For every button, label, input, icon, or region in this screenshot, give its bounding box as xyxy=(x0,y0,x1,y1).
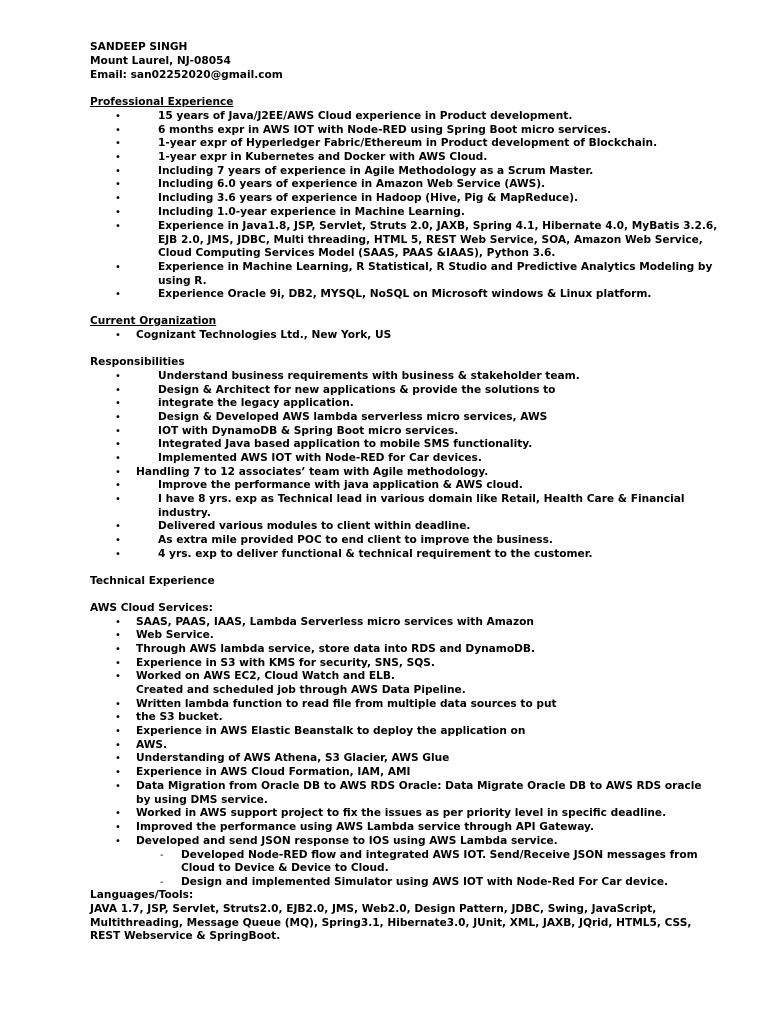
candidate-name: SANDEEP SINGH xyxy=(90,41,188,53)
languages-line: Multithreading, Message Queue (MQ), Spring3.1, Hibernate3.0, JUnit, XML, JAXB, JQrid, HTML5, CSS, xyxy=(90,917,692,929)
bullet-icon: • xyxy=(115,521,121,532)
bullet-icon: • xyxy=(115,385,121,396)
aws-service-item: SAAS, PAAS, IAAS, Lambda Serverless micro services with Amazon xyxy=(136,616,534,628)
languages-line: REST Webservice & SpringBoot. xyxy=(90,930,281,942)
aws-service-item: Created and scheduled job through AWS Data Pipeline. xyxy=(136,684,466,696)
aws-service-item: Data Migration from Oracle DB to AWS RDS Oracle: Data Migrate Oracle DB to AWS RDS oracle xyxy=(136,780,702,792)
responsibility-item: Improve the performance with java application & AWS cloud. xyxy=(158,479,523,491)
bullet-icon: • xyxy=(115,412,121,423)
bullet-icon: • xyxy=(115,658,121,669)
responsibility-item: Handling 7 to 12 associates’ team with Agile methodology. xyxy=(136,466,489,478)
languages-line: JAVA 1.7, JSP, Servlet, Struts2.0, EJB2.0, JMS, Web2.0, Design Pattern, JDBC, Swing, JavaScript, xyxy=(90,903,657,915)
bullet-icon: • xyxy=(115,726,121,737)
dash-icon: - xyxy=(160,850,164,861)
section-heading-current-organization: Current Organization xyxy=(90,315,217,327)
section-heading-responsibilities: Responsibilities xyxy=(90,356,185,368)
aws-sub-item: Developed Node-RED flow and integrated AWS IOT. Send/Receive JSON messages from xyxy=(181,849,698,861)
bullet-icon: • xyxy=(115,262,121,273)
bullet-icon: • xyxy=(115,152,121,163)
responsibility-item: Delivered various modules to client within deadline. xyxy=(158,520,471,532)
responsibility-item: Design & Developed AWS lambda serverless micro services, AWS xyxy=(158,411,548,423)
bullet-icon: • xyxy=(115,781,121,792)
bullet-icon: • xyxy=(115,398,121,409)
aws-sub-item: Cloud to Device & Device to Cloud. xyxy=(181,862,389,874)
bullet-icon: • xyxy=(115,712,121,723)
responsibility-item: IOT with DynamoDB & Spring Boot micro services. xyxy=(158,425,459,437)
responsibility-item: Integrated Java based application to mobile SMS functionality. xyxy=(158,438,533,450)
experience-item: Including 7 years of experience in Agile Methodology as a Scrum Master. xyxy=(158,165,594,177)
aws-service-item: Understanding of AWS Athena, S3 Glacier, AWS Glue xyxy=(136,752,450,764)
responsibility-item: Design & Architect for new applications & provide the solutions to xyxy=(158,384,556,396)
aws-service-item: Experience in AWS Cloud Formation, IAM, AMI xyxy=(136,766,411,778)
company-name: Cognizant Technologies Ltd., New York, US xyxy=(136,329,392,341)
bullet-icon: • xyxy=(115,138,121,149)
experience-item: Experience in Machine Learning, R Statistical, R Studio and Predictive Analytics Modeling by xyxy=(158,261,713,273)
bullet-icon: • xyxy=(115,549,121,560)
bullet-icon: • xyxy=(115,179,121,190)
bullet-icon: • xyxy=(115,221,121,232)
responsibility-item: integrate the legacy application. xyxy=(158,397,354,409)
bullet-icon: • xyxy=(115,753,121,764)
responsibility-item: industry. xyxy=(158,507,211,519)
bullet-icon: • xyxy=(115,125,121,136)
bullet-icon: • xyxy=(115,207,121,218)
bullet-icon: • xyxy=(115,699,121,710)
experience-item: Cloud Computing Services Model (SAAS, PAAS &IAAS), Python 3.6. xyxy=(158,247,556,259)
responsibility-item: As extra mile provided POC to end client to improve the business. xyxy=(158,534,553,546)
experience-item: Experience Oracle 9i, DB2, MYSQL, NoSQL on Microsoft windows & Linux platform. xyxy=(158,288,652,300)
bullet-icon: • xyxy=(115,289,121,300)
bullet-icon: • xyxy=(115,494,121,505)
bullet-icon: • xyxy=(115,836,121,847)
bullet-icon: • xyxy=(115,330,121,341)
bullet-icon: • xyxy=(115,426,121,437)
responsibility-item: I have 8 yrs. exp as Technical lead in various domain like Retail, Health Care & Financial xyxy=(158,493,685,505)
bullet-icon: • xyxy=(115,453,121,464)
experience-item: Including 3.6 years of experience in Hadoop (Hive, Pig & MapReduce). xyxy=(158,192,579,204)
aws-service-item: Through AWS lambda service, store data into RDS and DynamoDB. xyxy=(136,643,536,655)
bullet-icon: • xyxy=(115,767,121,778)
bullet-icon: • xyxy=(115,111,121,122)
aws-service-item: by using DMS service. xyxy=(136,794,268,806)
aws-cloud-services-heading: AWS Cloud Services: xyxy=(90,602,213,614)
bullet-icon: • xyxy=(115,630,121,641)
bullet-icon: • xyxy=(115,371,121,382)
bullet-icon: • xyxy=(115,193,121,204)
bullet-icon: • xyxy=(115,644,121,655)
candidate-address: Mount Laurel, NJ-08054 xyxy=(90,55,231,67)
bullet-icon: • xyxy=(115,480,121,491)
bullet-icon: • xyxy=(115,740,121,751)
aws-service-item: the S3 bucket. xyxy=(136,711,223,723)
experience-item: Including 6.0 years of experience in Amazon Web Service (AWS). xyxy=(158,178,546,190)
responsibility-item: Implemented AWS IOT with Node-RED for Car devices. xyxy=(158,452,482,464)
experience-item: Including 1.0-year experience in Machine Learning. xyxy=(158,206,465,218)
dash-icon: - xyxy=(160,877,164,888)
aws-service-item: Worked on AWS EC2, Cloud Watch and ELB. xyxy=(136,670,395,682)
bullet-icon: • xyxy=(115,671,121,682)
aws-service-item: Written lambda function to read file from multiple data sources to put xyxy=(136,698,557,710)
bullet-icon: • xyxy=(115,439,121,450)
bullet-icon: • xyxy=(115,535,121,546)
bullet-icon: • xyxy=(115,467,121,478)
bullet-icon: • xyxy=(115,822,121,833)
aws-service-item: Experience in AWS Elastic Beanstalk to deploy the application on xyxy=(136,725,526,737)
aws-service-item: Experience in S3 with KMS for security, SNS, SQS. xyxy=(136,657,435,669)
bullet-icon: • xyxy=(115,617,121,628)
aws-service-item: Worked in AWS support project to fix the issues as per priority level in specific deadline. xyxy=(136,807,667,819)
experience-item: 6 months expr in AWS IOT with Node-RED using Spring Boot micro services. xyxy=(158,124,612,136)
experience-item: Experience in Java1.8, JSP, Servlet, Struts 2.0, JAXB, Spring 4.1, Hibernate 4.0, MyBatis 3.2.6, xyxy=(158,220,718,232)
experience-item: EJB 2.0, JMS, JDBC, Multi threading, HTML 5, REST Web Service, SOA, Amazon Web Service, xyxy=(158,234,703,246)
bullet-icon: • xyxy=(115,166,121,177)
aws-service-item: Web Service. xyxy=(136,629,214,641)
aws-service-item: AWS. xyxy=(136,739,168,751)
section-heading-technical-experience: Technical Experience xyxy=(90,575,215,587)
section-heading-languages-tools: Languages/Tools: xyxy=(90,889,194,901)
experience-item: 15 years of Java/J2EE/AWS Cloud experience in Product development. xyxy=(158,110,573,122)
candidate-email: Email: san02252020@gmail.com xyxy=(90,69,283,81)
experience-item: using R. xyxy=(158,275,207,287)
experience-item: 1-year expr in Kubernetes and Docker with AWS Cloud. xyxy=(158,151,488,163)
aws-service-item: Improved the performance using AWS Lambda service through API Gateway. xyxy=(136,821,594,833)
experience-item: 1-year expr of Hyperledger Fabric/Ethereum in Product development of Blockchain. xyxy=(158,137,658,149)
aws-sub-item: Design and implemented Simulator using AWS IOT with Node-Red For Car device. xyxy=(181,876,669,888)
responsibility-item: 4 yrs. exp to deliver functional & technical requirement to the customer. xyxy=(158,548,593,560)
aws-service-item: Developed and send JSON response to IOS using AWS Lambda service. xyxy=(136,835,558,847)
bullet-icon: • xyxy=(115,808,121,819)
responsibility-item: Understand business requirements with business & stakeholder team. xyxy=(158,370,580,382)
section-heading-professional-experience: Professional Experience xyxy=(90,96,234,108)
